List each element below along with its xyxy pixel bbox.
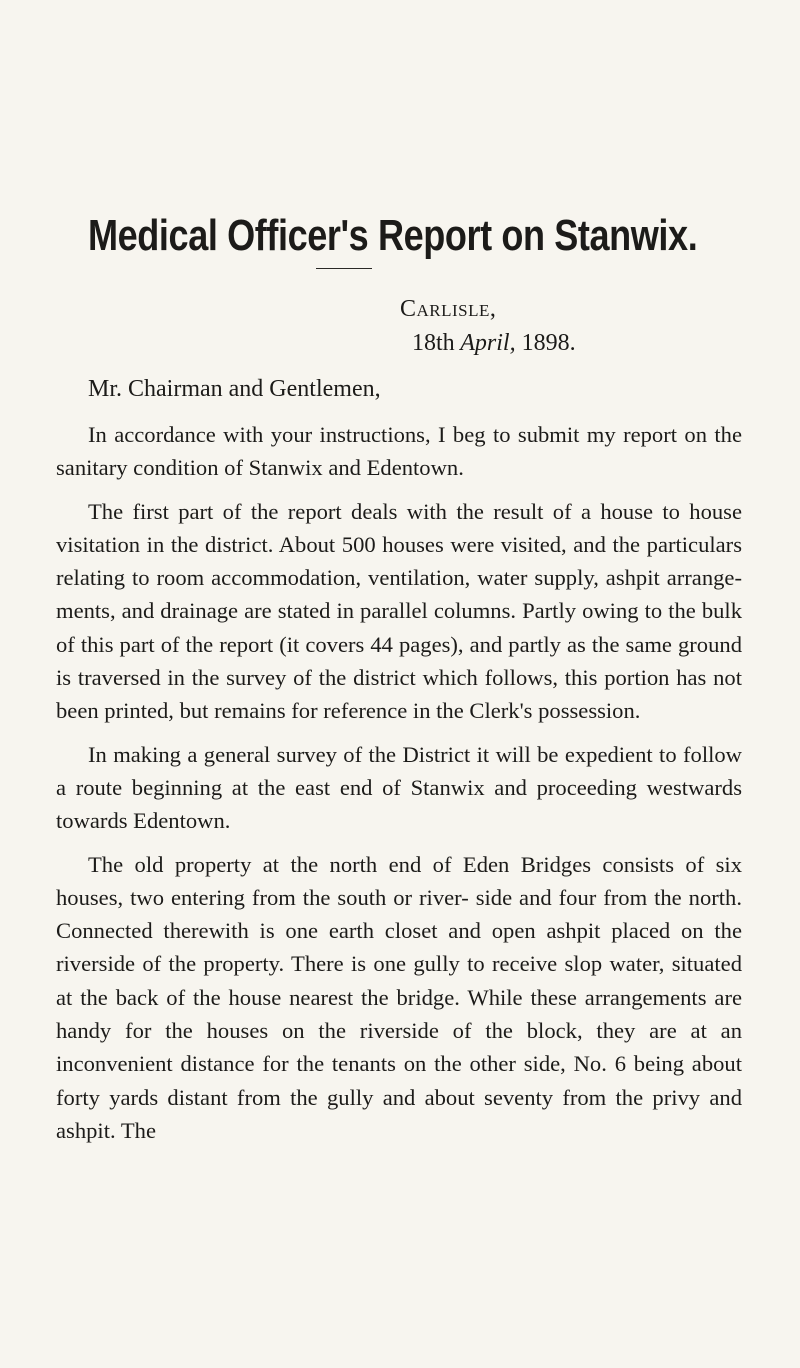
paragraph: In making a general survey of the District it will be expedient to follow a route beginning at the east end of Stanwix and proceeding westwards towards Edentown.	[56, 741, 742, 834]
paragraph: The first part of the report deals with the result of a house to house visitation in the district. About 500 houses were visited, and the particulars relating to room accommodation, ventilation, water supply, ashpit arrange- ments, and drainage are stated in parallel columns. Partly owing to the bulk of this part of the report (it covers 44 pages), and partly as the same ground is traversed in the survey of the district which follows, this portion has not been printed, but remains for reference in the Clerk's possession.	[56, 498, 742, 724]
date-month: April,	[454, 330, 516, 356]
date-year: 1898.	[515, 330, 576, 356]
paragraph: The old property at the north end of Eden Bridges consists of six houses, two entering from the south or river- side and four from the north. Connected therewith is one earth closet and open ashpit placed on the riverside of the property. There is one gully to receive slop water, situated at the back of the house nearest the bridge. While these arrangements are handy for the houses on the riverside of the block, they are at an inconvenient distance for the tenants on the other side, No. 6 being about forty yards distant from the gully and about seventy from the privy and ashpit. The	[56, 851, 742, 1143]
report-title: Medical Officer's Report on Stanwix.	[88, 211, 698, 260]
salutation: Mr. Chairman and Gentlemen,	[88, 376, 381, 402]
title-rule	[316, 268, 372, 269]
report-body	[56, 418, 742, 1147]
paragraph: In accordance with your instructions, I beg to submit my report on the sanitary condition of Stanwix and Edentown.	[56, 422, 742, 481]
letter-date	[412, 330, 576, 357]
letter-place: Carlisle,	[400, 296, 497, 322]
date-day: 18th	[412, 330, 455, 356]
